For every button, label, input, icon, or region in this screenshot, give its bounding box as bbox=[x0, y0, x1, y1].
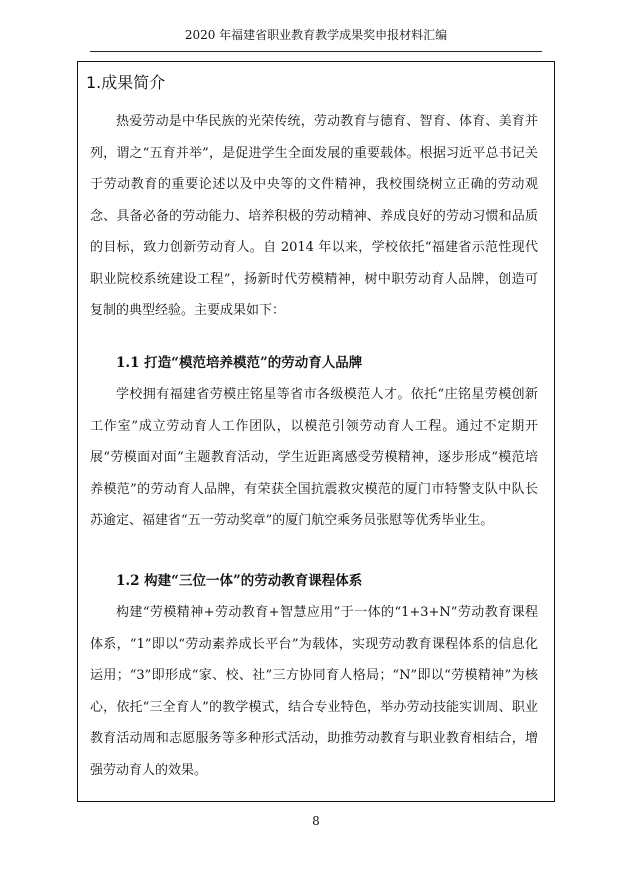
subsection-heading-1-2: 1.2 构建“三位一体”的劳动教育课程体系 bbox=[116, 573, 363, 589]
header-divider bbox=[90, 51, 542, 52]
subsection-body-1-1: 学校拥有福建省劳模庄铭星等省市各级模范人才。依托“庄铭星劳模创新工作室”成立劳动育人工作团队，以模范引领劳动育人工程。通过不定期开展“劳模面对面”主题教育活动，学生近距离感受劳模精神，逐步形成“模范培养模范”的劳动育人品牌，有荣获全国抗震救灾模范的厦门市特警支队中队长苏逾定、福建省“五一劳动奖章”的厦门航空乘务员张慰等优秀毕业生。 bbox=[90, 387, 538, 528]
page-header: 2020 年福建省职业教育教学成果奖申报材料汇编 bbox=[184, 28, 448, 42]
page-number: 8 bbox=[312, 814, 320, 828]
intro-paragraph: 热爱劳动是中华民族的光荣传统，劳动教育与德育、智育、体育、美育并列，谓之“五育并举”，是促进学生全面发展的重要载体。根据习近平总书记关于劳动教育的重要论述以及中央等的文件精神，我校围绕树立正确的劳动观念、具备必备的劳动能力、培养积极的劳动精神、养成良好的劳动习惯和品质的目标，致力创新劳动育人。自 2014 年以来，学校依托“福建省示范性现代职业院校系统建设工程”，扬新时代劳模精神，树中职劳动育人品牌，创造可复制的典型经验。主要成果如下： bbox=[90, 114, 538, 318]
content-frame bbox=[77, 61, 555, 802]
subsection-body-1-2: 构建“劳模精神+劳动教育+智慧应用”于一体的“1+3+N”劳动教育课程体系，“1”即以“劳动素养成长平台”为载体，实现劳动教育课程体系的信息化运用；“3”即形成“家、校、社”三方协同育人格局；“N”即以“劳模精神”为核心，依托“三全育人”的教学模式，结合专业特色，举办劳动技能实训周、职业教育活动周和志愿服务等多种形式活动，助推劳动教育与职业教育相结合，增强劳动育人的效果。 bbox=[90, 605, 538, 778]
subsection-heading-1-1: 1.1 打造“模范培养模范”的劳动育人品牌 bbox=[116, 355, 363, 371]
section-title: 1.成果简介 bbox=[86, 73, 166, 92]
